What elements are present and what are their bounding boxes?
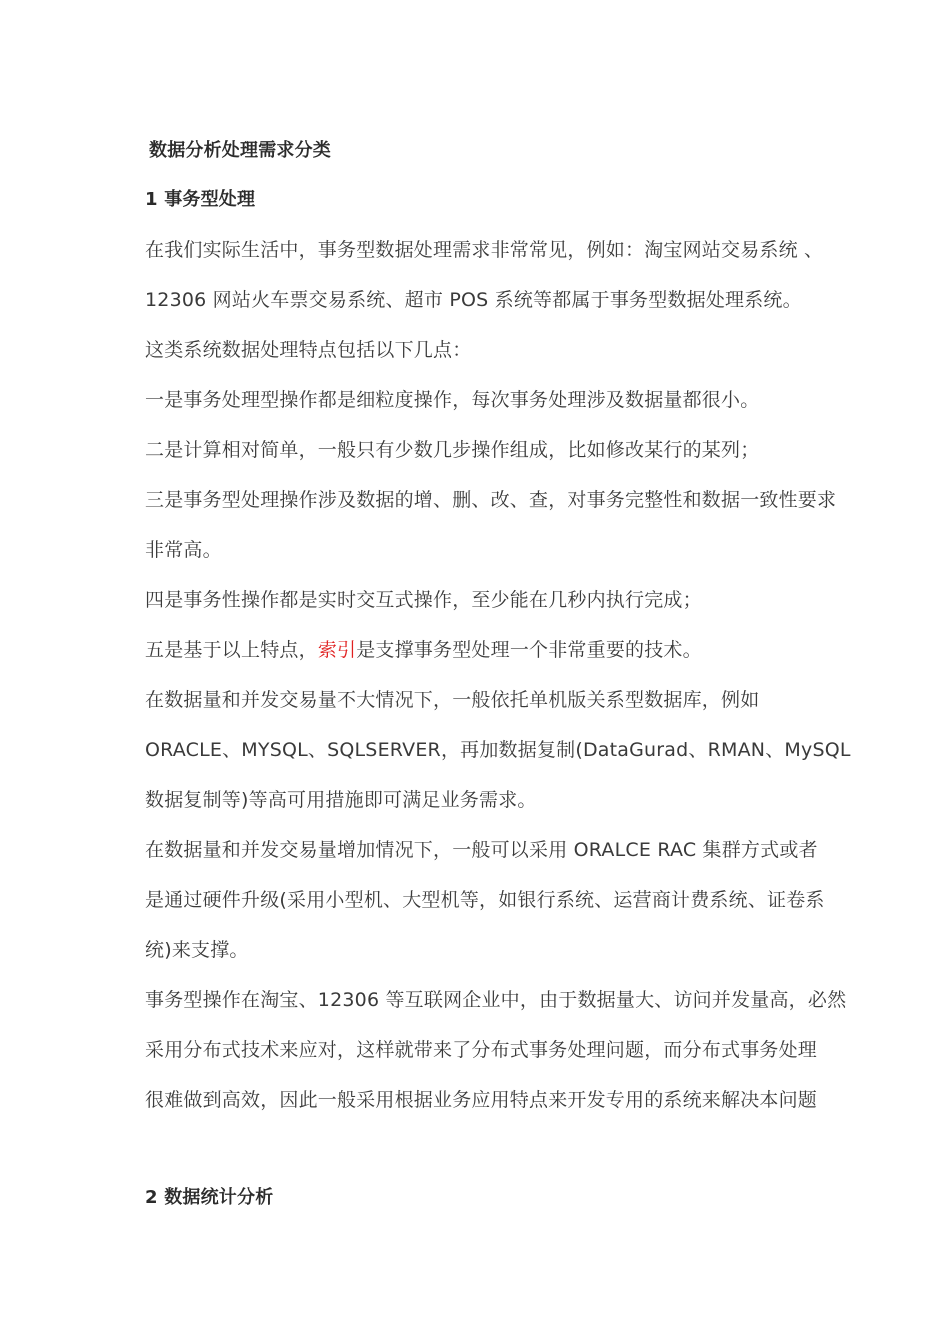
paragraph-line: 12306 网站火车票交易系统、超市 POS 系统等都属于事务型数据处理系统。 [145,289,802,311]
section-heading-1: 1 事务型处理 [145,189,256,210]
paragraph-line: 统)来支撑。 [145,939,249,961]
section-heading-2: 2 数据统计分析 [145,1187,274,1208]
paragraph-text: 五是基于以上特点， [145,639,318,661]
paragraph-line: 这类系统数据处理特点包括以下几点： [145,339,472,361]
paragraph-line: 是通过硬件升级(采用小型机、大型机等，如银行系统、运营商计费系统、证卷系 [145,889,825,911]
paragraph-line: 采用分布式技术来应对，这样就带来了分布式事务处理问题，而分布式事务处理 [145,1039,818,1061]
paragraph-line: ORACLE、MYSQL、SQLSERVER，再加数据复制(DataGurad、RMAN、MySQL [145,739,851,761]
paragraph-line: 二是计算相对简单，一般只有少数几步操作组成，比如修改某行的某列； [145,439,760,461]
paragraph-line: 事务型操作在淘宝、12306 等互联网企业中，由于数据量大、访问并发量高，必然 [145,989,847,1011]
paragraph-line: 在我们实际生活中，事务型数据处理需求非常常见，例如：淘宝网站交易系统 、 [145,239,824,261]
paragraph-line: 在数据量和并发交易量不大情况下，一般依托单机版关系型数据库，例如 [145,689,760,711]
paragraph-line: 四是事务性操作都是实时交互式操作，至少能在几秒内执行完成； [145,589,702,611]
paragraph-line: 在数据量和并发交易量增加情况下，一般可以采用 ORALCE RAC 集群方式或者 [145,839,818,861]
paragraph-line [145,638,702,662]
highlighted-term: 索引 [317,639,357,661]
paragraph-text: 是支撑事务型处理一个非常重要的技术。 [356,639,702,661]
paragraph-line: 非常高。 [145,539,222,561]
paragraph-line: 一是事务处理型操作都是细粒度操作，每次事务处理涉及数据量都很小。 [145,389,760,411]
document-title: 数据分析处理需求分类 [149,140,331,161]
paragraph-line: 很难做到高效，因此一般采用根据业务应用特点来开发专用的系统来解决本问题 [145,1089,818,1111]
paragraph-line: 数据复制等)等高可用措施即可满足业务需求。 [145,789,537,811]
paragraph-line: 三是事务型处理操作涉及数据的增、删、改、查，对事务完整性和数据一致性要求 [145,489,837,511]
